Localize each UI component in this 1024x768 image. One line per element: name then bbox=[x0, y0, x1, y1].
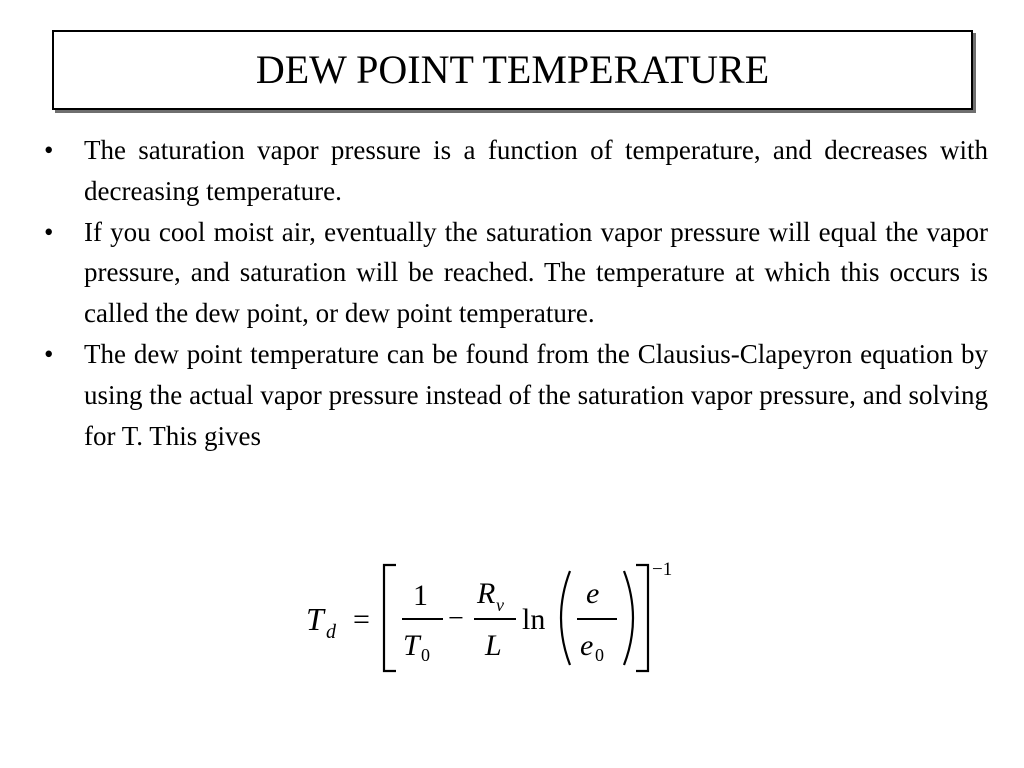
bullet-icon: • bbox=[44, 216, 54, 247]
eq-left-bracket bbox=[384, 565, 396, 671]
slide-title: DEW POINT TEMPERATURE bbox=[255, 47, 770, 92]
bullet-item bbox=[40, 212, 988, 334]
bullet-text: The saturation vapor pressure is a function of temperature, and decreases with decreasing temperature. bbox=[84, 135, 988, 206]
bullet-icon: • bbox=[44, 338, 54, 369]
title-box bbox=[52, 30, 973, 110]
eq-lhs-subscript: d bbox=[326, 621, 336, 643]
eq-frac3-denominator: e bbox=[580, 629, 594, 662]
bullet-text: The dew point temperature can be found from the Clausius-Clapeyron equation by using the actual vapor pressure instead of the saturation vapor pressure, and solving for T. This gives bbox=[84, 338, 988, 451]
eq-right-paren bbox=[624, 571, 633, 665]
bullet-list bbox=[40, 130, 988, 456]
eq-frac3-denominator-subscript: 0 bbox=[595, 645, 604, 665]
eq-left-paren bbox=[561, 571, 570, 665]
eq-frac2-numerator-subscript: v bbox=[496, 595, 504, 615]
eq-frac1-denominator-subscript: 0 bbox=[421, 645, 430, 665]
eq-frac2-denominator: L bbox=[485, 629, 502, 662]
eq-exponent: −1 bbox=[652, 559, 673, 580]
eq-right-bracket bbox=[636, 565, 648, 671]
eq-frac2-numerator: R bbox=[477, 577, 496, 610]
bullet-item bbox=[40, 334, 988, 456]
eq-lhs-symbol: T bbox=[306, 601, 324, 637]
eq-frac1-numerator: 1 bbox=[413, 579, 428, 612]
dew-point-equation bbox=[300, 555, 700, 685]
bullet-icon: • bbox=[44, 135, 54, 165]
eq-equals: = bbox=[353, 603, 370, 636]
bullet-item bbox=[40, 130, 988, 212]
eq-frac3-numerator: e bbox=[586, 577, 600, 610]
eq-ln: ln bbox=[522, 603, 546, 636]
eq-minus: − bbox=[448, 603, 464, 634]
bullet-text: If you cool moist air, eventually the saturation vapor pressure will equal the vapor pressure, and saturation will be reached. The temperature at which this occurs is called the dew point, or dew point temperature. bbox=[84, 216, 988, 329]
eq-frac1-denominator: T bbox=[403, 629, 420, 662]
